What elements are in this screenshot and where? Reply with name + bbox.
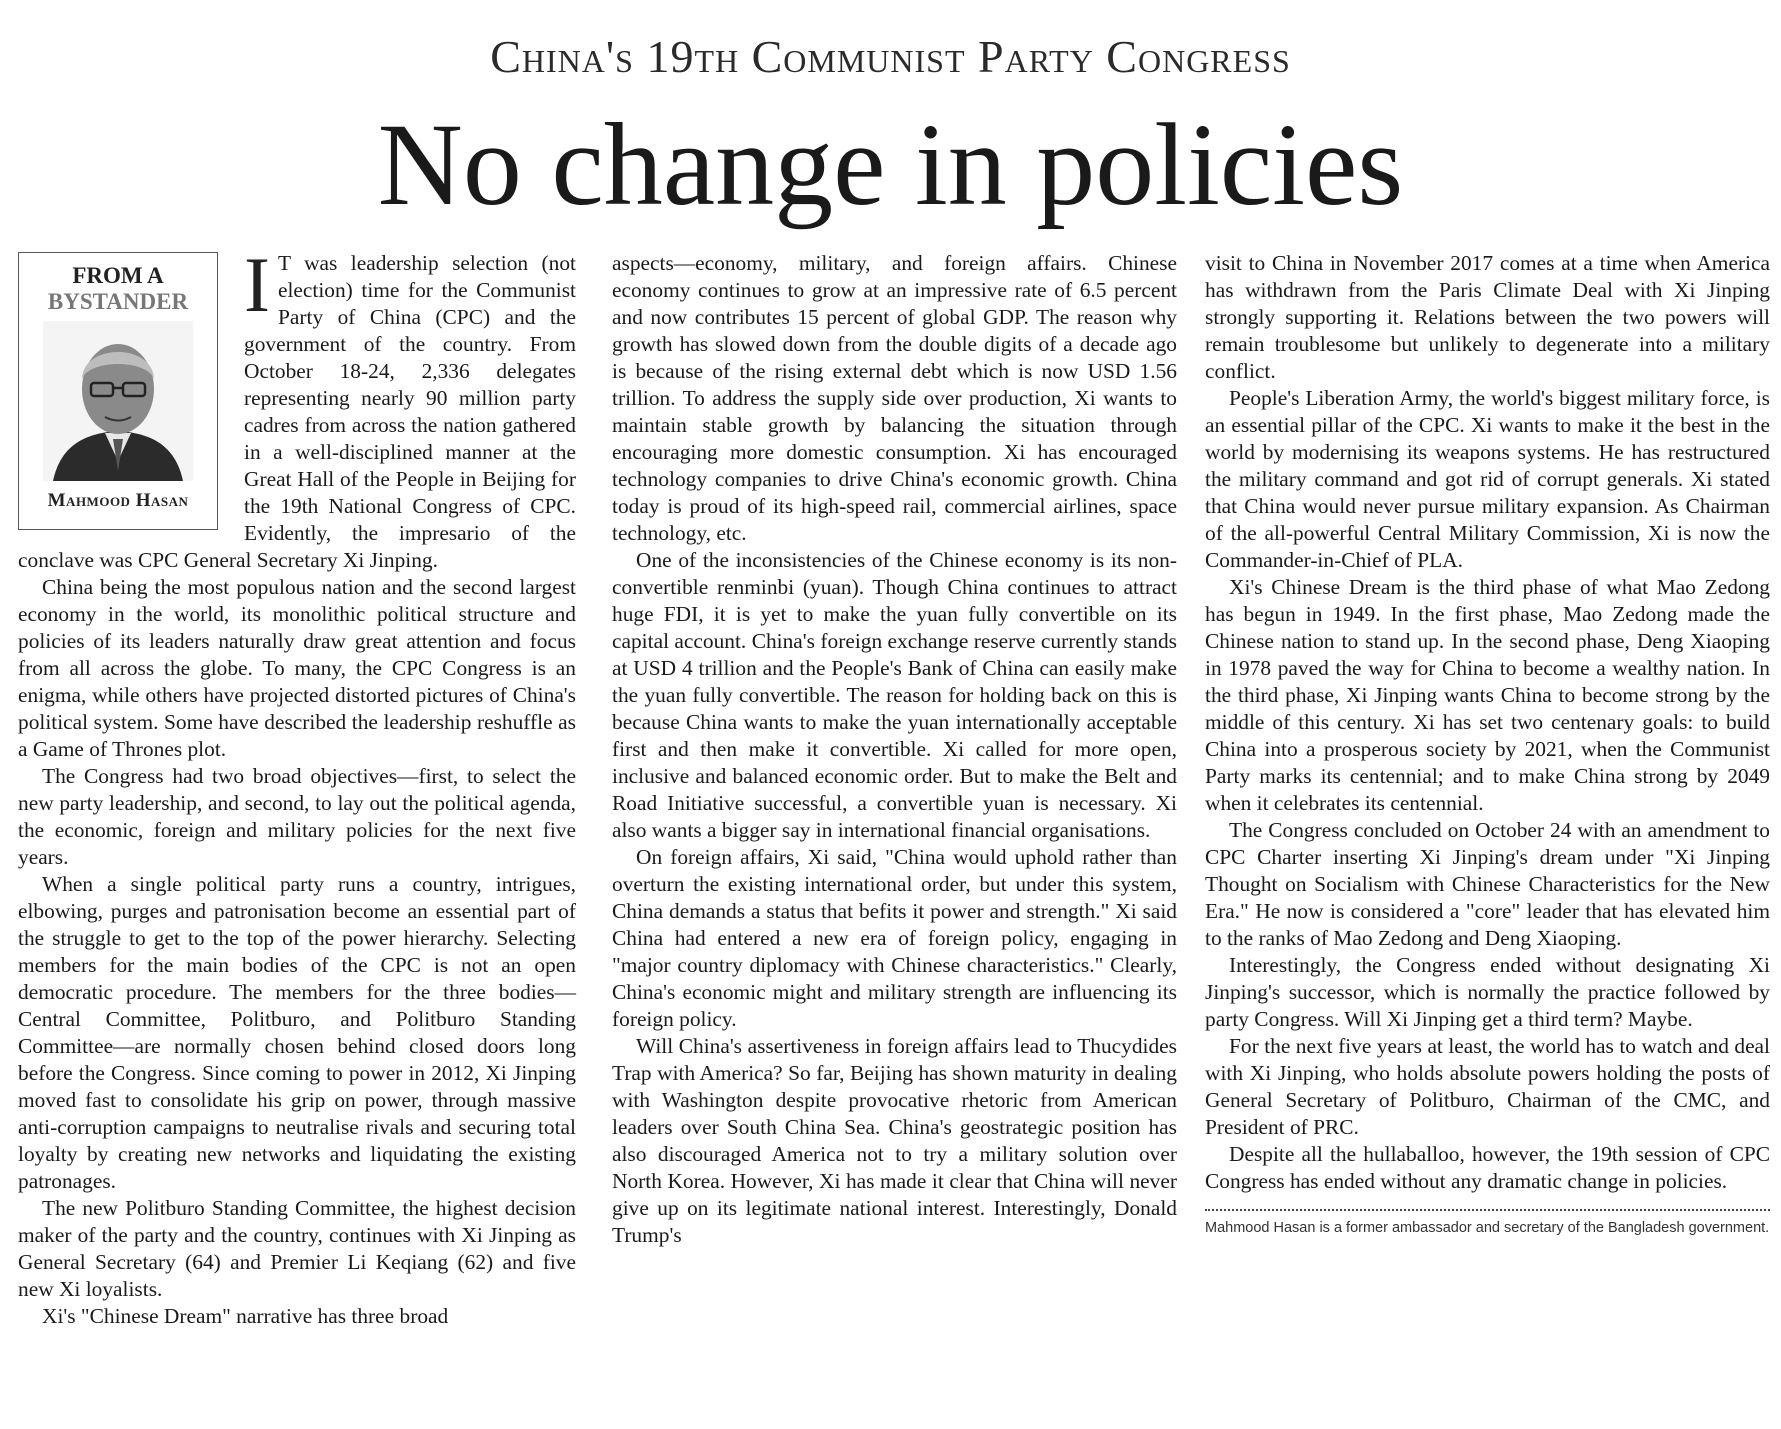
article-headline: No change in policies <box>377 99 1404 230</box>
footnote-divider <box>1205 1209 1770 1211</box>
paragraph: For the next five years at least, the world has to watch and deal with Xi Jinping, who holds absolute powers holding the posts of General Secretary of Politburo, Chairman of the CMC, and President of PRC. <box>1205 1034 1770 1139</box>
paragraph: The new Politburo Standing Committee, the highest decision maker of the party and the country, continues with Xi Jinping as General Secretary (64) and Premier Li Keqiang (62) and five new Xi loyalists. <box>18 1196 576 1301</box>
author-footnote: Mahmood Hasan is a former ambassador and secretary of the Bangladesh government. <box>1205 1220 1770 1236</box>
column-name-line2: BYSTANDER <box>47 289 189 314</box>
paragraph: Will China's assertiveness in foreign affairs lead to Thucydides Trap with America? So far, Beijing has shown maturity in dealing with Washington despite provocative rhetoric from American leaders over South China Sea. China's geostrategic position has also discouraged America not to try a military solution over North Korea. However, Xi has made it clear that China will never give up on its legitimate national interest. Interestingly, Donald Trump's <box>612 1034 1177 1247</box>
paragraph: Xi's "Chinese Dream" narrative has three broad <box>42 1304 449 1328</box>
paragraph: Interestingly, the Congress ended without designating Xi Jinping's successor, which is normally the practice followed by party Congress. Will Xi Jinping get a third term? Maybe. <box>1205 953 1770 1031</box>
paragraph: When a single political party runs a country, intrigues, elbowing, purges and patronisation become an essential part of the struggle to get to the top of the power hierarchy. Selecting members for the main bodies of the CPC is not an open democratic procedure. The members for the three bodies—Central Committee, Politburo, and Politburo Standing Committee—are normally chosen behind closed doors long before the Congress. Since coming to power in 2012, Xi Jinping moved fast to consolidate his grip on power, through massive anti-corruption campaigns to neutralise rivals and securing total loyalty by creating new networks and liquidating the existing patronages. <box>18 872 576 1193</box>
paragraph: On foreign affairs, Xi said, "China would uphold rather than overturn the existing international order, but under this system, China demands a status that befits it power and strength." Xi said China had entered a new era of foreign policy, engaging in "major country diplomacy with Chinese characteristics." Clearly, China's economic might and military strength are influencing its foreign policy. <box>612 845 1177 1031</box>
column-name-line1: FROM A <box>72 263 164 288</box>
paragraph: aspects—economy, military, and foreign affairs. Chinese economy continues to grow at an impressive rate of 6.5 percent and now contributes 15 percent of global GDP. The reason why growth has slowed down from the double digits of a decade ago is because of the rising external debt which is now USD 1.56 trillion. To address the supply side over production, Xi wants to maintain stable growth by balancing the situation through encouraging more domestic consumption. Xi has encouraged technology companies to drive China's economic growth. China today is proud of its high-speed rail, commercial airlines, space technology, etc. <box>612 251 1177 545</box>
paragraph: T was leadership selection (not election) time for the Communist Party of China (CPC) and the government of the country. From October 18-24, 2,336 delegates representing nearly 90 million party cadres from across the nation gathered in a well-disciplined manner at the Great Hall of the People in Beijing for the 19th National Congress of CPC. Evidently, the impresario of the conclave was CPC General Secretary Xi Jinping. <box>18 251 576 572</box>
paragraph: People's Liberation Army, the world's biggest military force, is an essential pillar of the CPC. Xi wants to make it the best in the world by modernising its weapons systems. He has restructured the military command and got rid of corrupt generals. Xi stated that China would never pursue military expansion. As Chairman of the all-powerful Central Military Commission, Xi is now the Commander-in-Chief of PLA. <box>1205 386 1770 572</box>
drop-cap: I <box>244 241 270 328</box>
paragraph: visit to China in November 2017 comes at a time when America has withdrawn from the Paris Climate Deal with Xi Jinping strongly supporting it. Relations between the two powers will remain troublesome but unlikely to degenerate into a military conflict. <box>1205 251 1770 383</box>
author-name: Mahmood Hasan <box>47 490 189 511</box>
paragraph: China being the most populous nation and the second largest economy in the world, its monolithic political structure and policies of its leaders naturally draw great attention and focus from all across the globe. To many, the CPC Congress is an enigma, while others have projected distorted pictures of China's political system. Some have described the leadership reshuffle as a Game of Thrones plot. <box>18 575 576 761</box>
article-column-1 <box>18 241 576 1330</box>
paragraph: Xi's Chinese Dream is the third phase of what Mao Zedong has begun in 1949. In the first phase, Mao Zedong made the Chinese nation to stand up. In the second phase, Deng Xiaoping in 1978 paved the way for China to become a wealthy nation. In the third phase, Xi Jinping wants China to become strong by the middle of this century. Xi has set two centenary goals: to build China into a prosperous society by 2021, when the Communist Party marks its centennial; and to make China strong by 2049 when it celebrates its centennial. <box>1205 575 1770 815</box>
paragraph: The Congress concluded on October 24 with an amendment to CPC Charter inserting Xi Jinping's dream under "Xi Jinping Thought on Socialism with Chinese Characteristics for the New Era." He now is considered a "core" leader that has elevated him to the ranks of Mao Zedong and Deng Xiaoping. <box>1205 818 1770 950</box>
author-portrait-icon <box>43 321 193 481</box>
paragraph: The Congress had two broad objectives—first, to select the new party leadership, and second, to lay out the political agenda, the economic, foreign and military policies for the next five years. <box>18 764 576 869</box>
article-column-2 <box>612 250 1177 1249</box>
article-column-3 <box>1205 250 1770 1237</box>
paragraph: Despite all the hullaballoo, however, the 19th session of CPC Congress has ended without any dramatic change in policies. <box>1205 1142 1770 1193</box>
paragraph: One of the inconsistencies of the Chinese economy is its non-convertible renminbi (yuan). Though China continues to attract huge FDI, it is yet to make the yuan fully convertible on its capital account. China's foreign exchange reserve currently stands at USD 4 trillion and the People's Bank of China can easily make the yuan fully convertible. The reason for holding back on this is because China wants to make the yuan internationally acceptable first and then make it convertible. Xi called for more open, inclusive and balanced economic order. But to make the Belt and Road Initiative successful, a convertible yuan is necessary. Xi also wants a bigger say in international financial organisations. <box>612 548 1177 842</box>
section-kicker: China's 19th Communist Party Congress <box>490 31 1291 82</box>
byline-box <box>18 252 218 530</box>
